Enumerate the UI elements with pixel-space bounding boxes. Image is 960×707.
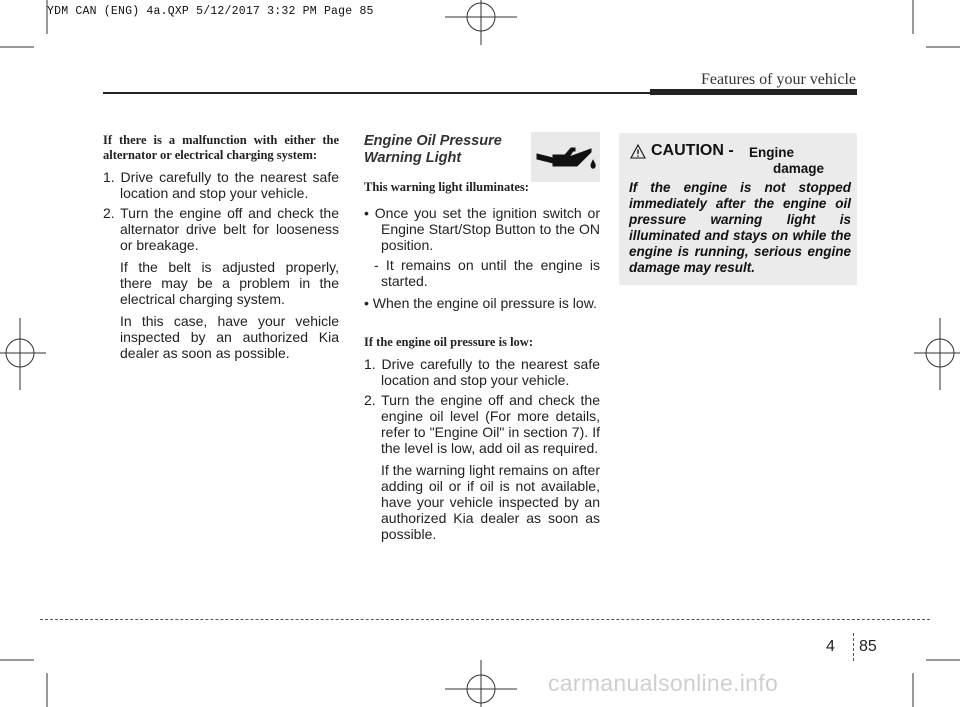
warning-triangle-icon (630, 144, 646, 159)
heading-line-1: Engine Oil Pressure (364, 133, 502, 149)
header-rule-accent (650, 89, 857, 95)
oil-pressure-heading (364, 133, 524, 167)
oil-inspect-paragraph: If the warning light remains on after adding oil or if oil is not available, have your vehicle inspected by an authorized Kia dealer as soon as possible. (381, 462, 600, 542)
oil-step-2: 2. Turn the engine off and check the engine oil level (For more details, refer to "Engine Oil" in section 7). If the level is low, add oil as required. (364, 392, 600, 456)
caution-box (619, 133, 857, 285)
caution-label: CAUTION - (651, 142, 734, 159)
oil-can-icon (531, 132, 600, 182)
header-rule (103, 92, 651, 94)
caution-subject-line-2: damage (773, 161, 825, 176)
oil-step-1: 1. Drive carefully to the nearest safe location and stop your vehicle. (364, 356, 600, 388)
heading-line-2: Warning Light (364, 150, 462, 166)
alternator-step-2: 2. Turn the engine off and check the alternator drive belt for looseness or breakage. (103, 205, 339, 253)
malfunction-intro: If there is a malfunction with either the alternator or electrical charging system: (103, 133, 339, 162)
print-slug: YDM CAN (ENG) 4a.QXP 5/12/2017 3:32 PM Page 85 (47, 5, 374, 18)
watermark: carmanualsonline.info (548, 670, 779, 696)
caution-text: If the engine is not stopped immediately after the engine oil pressure warning light is illuminated and stays on while the engine is running, serious engine damage may result. (629, 180, 851, 275)
oil-pressure-icon-panel (531, 132, 600, 182)
bullet-low-pressure: • When the engine oil pressure is low. (364, 295, 597, 311)
illuminates-label: This warning light illuminates: (364, 180, 529, 194)
page-number: 85 (859, 638, 877, 655)
sub-bullet-started: - It remains on until the engine is started. (374, 257, 600, 289)
footer-rule (40, 619, 930, 620)
low-pressure-heading: If the engine oil pressure is low: (364, 335, 533, 349)
bullet-ignition: • Once you set the ignition switch or Engine Start/Stop Button to the ON position. (364, 205, 600, 253)
belt-paragraph: If the belt is adjusted properly, there may be a problem in the electrical charging system. (120, 259, 339, 307)
page-number-divider (853, 633, 854, 661)
column-oil-pressure (364, 180, 600, 542)
section-title: Features of your vehicle (700, 71, 856, 88)
inspect-paragraph: In this case, have your vehicle inspected by an authorized Kia dealer as soon as possible. (120, 313, 339, 361)
alternator-step-1: 1. Drive carefully to the nearest safe location and stop your vehicle. (103, 169, 339, 201)
column-alternator (103, 133, 339, 361)
chapter-number: 4 (826, 638, 835, 655)
caution-subject-line-1: Engine (749, 145, 795, 160)
